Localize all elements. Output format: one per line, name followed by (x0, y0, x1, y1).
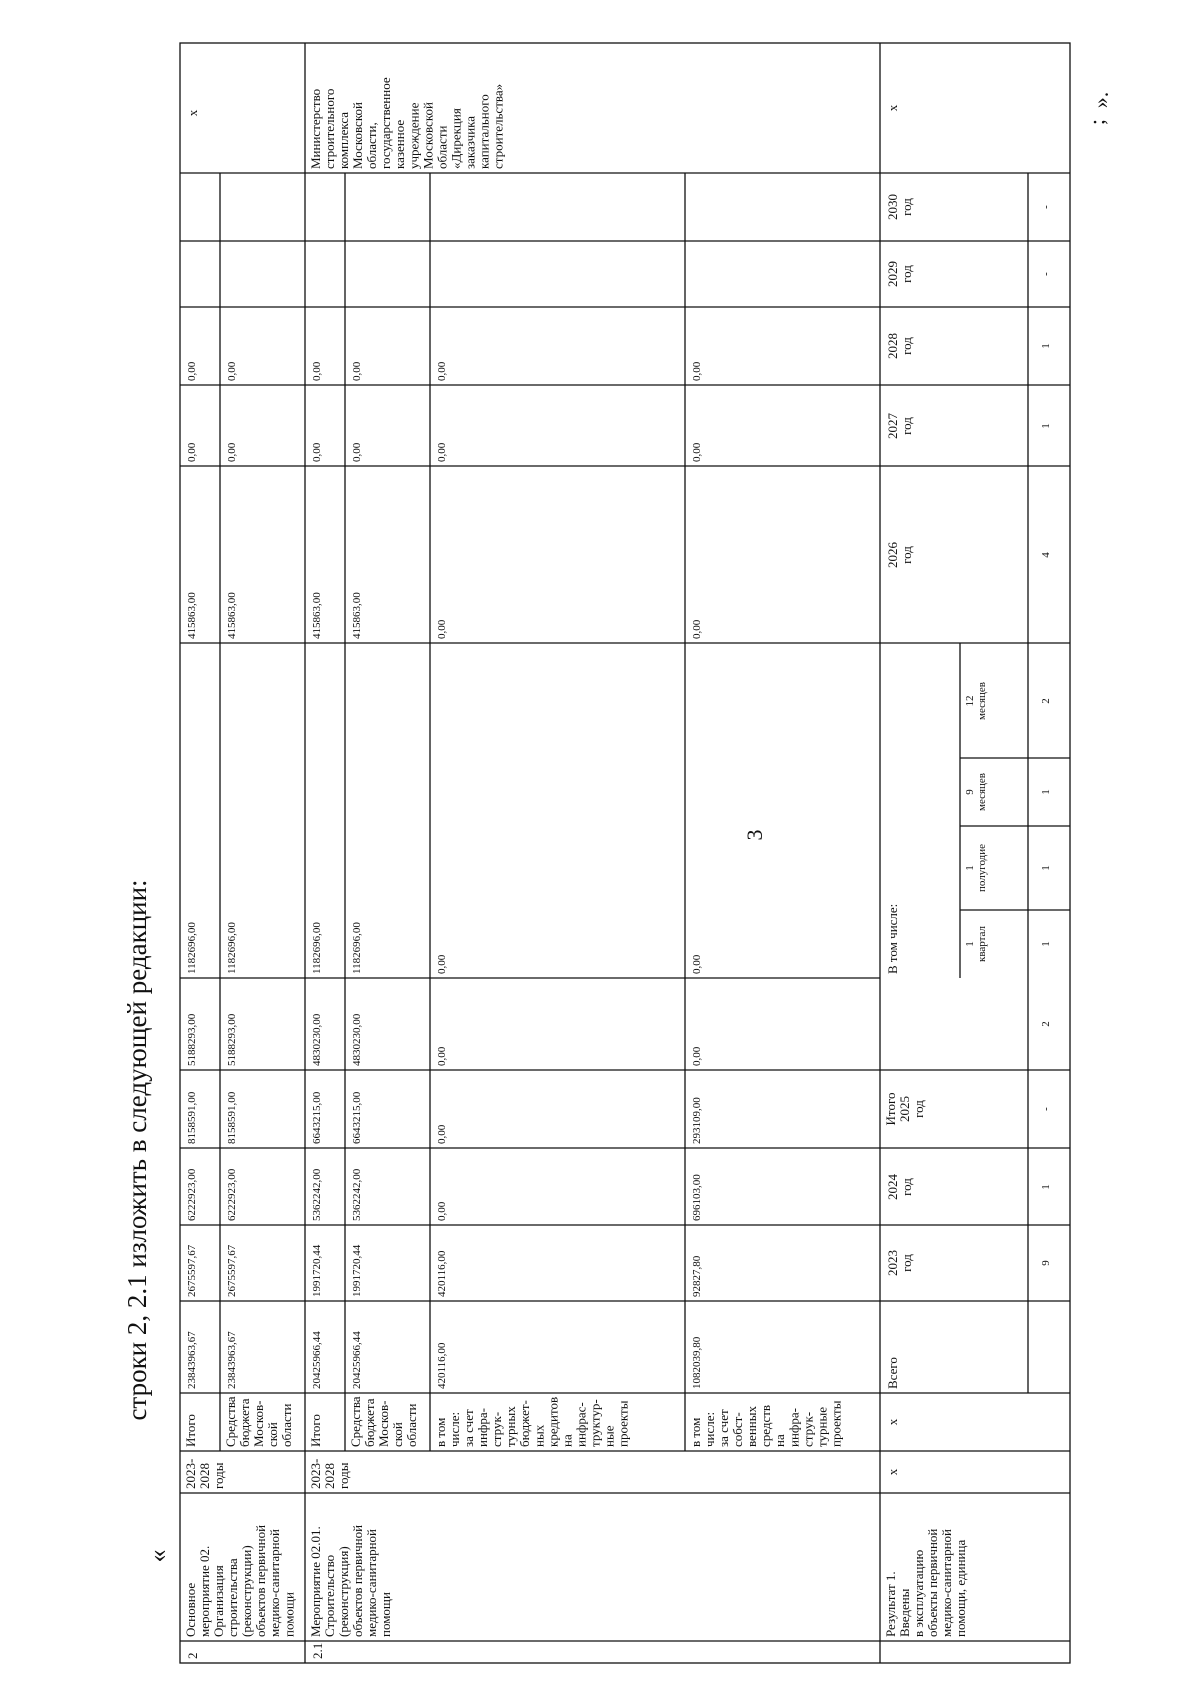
row-2-value: 5188293,00 (186, 1013, 198, 1066)
row-2-1-value: 0,00 (436, 1046, 448, 1066)
heading-text: строки 2, 2.1 изложить в следующей редакции: (122, 879, 153, 1421)
result-value: - (1040, 205, 1052, 209)
header-2024: 2024год (885, 1174, 915, 1200)
row-2-1-value: 1991720,44 (351, 1244, 363, 1297)
row-2-value: 23843963,67 (186, 1331, 198, 1389)
row-2-1-value: 0,00 (436, 954, 448, 974)
header-2026: 2026год (885, 542, 915, 568)
row-2-value: 23843963,67 (226, 1331, 238, 1389)
row-2-1-value: 0,00 (436, 619, 448, 639)
semicolon-text: ; (1084, 118, 1110, 126)
result-value: 2 (1040, 1021, 1052, 1027)
row-2-1-value: 696103,00 (691, 1174, 703, 1221)
row-2-value: 6222923,00 (226, 1168, 238, 1221)
row-2-value: 2675597,67 (186, 1244, 198, 1297)
row-2-1-value: 4830230,00 (311, 1013, 323, 1066)
row-2-value: 8158591,00 (186, 1091, 198, 1144)
row-2-1-value: 0,00 (351, 361, 363, 381)
row-2-1-value: 5362242,00 (311, 1168, 323, 1221)
page-number (742, 830, 767, 841)
row-2-1-value: 0,00 (436, 361, 448, 381)
row-2-source: СредствабюджетаМосков-скойобласти (223, 1396, 295, 1447)
row-2-1-value: 415863,00 (351, 592, 363, 639)
result-executor: x (885, 104, 900, 112)
row-2-1-value: 6643215,00 (351, 1091, 363, 1144)
row-2-1-value: 1182696,00 (311, 922, 323, 974)
header-q1: 1квартал (964, 925, 988, 963)
table-text (183, 77, 1052, 1659)
heading-block (122, 879, 152, 1420)
result-value: 1 (1040, 941, 1052, 947)
row-2-value: 415863,00 (186, 592, 198, 639)
result-value: 4 (1040, 552, 1052, 558)
row-2-1-value: 92827,80 (691, 1255, 703, 1297)
row-2-1-source: в томчисле:за счетсобст-венныхсредствнаинфра-струк-турныепроекты (688, 1400, 844, 1447)
row-2-1-value: 0,00 (436, 442, 448, 462)
row-2-1-source: СредствабюджетаМосков-скойобласти (348, 1396, 420, 1447)
result-value: 1 (1040, 343, 1052, 349)
row-2-1-value: 0,00 (691, 619, 703, 639)
row-2-1-value: 415863,00 (311, 592, 323, 639)
row-2-1-value: 20425966,44 (311, 1331, 323, 1389)
row-2-1-value: 420116,00 (436, 1250, 448, 1297)
row-2-1-value: 0,00 (311, 442, 323, 462)
row-2-name: Основноемероприятие 02.Организациястроительства(реконструкции)объектов первичноймедико-санитарнойпомощи (183, 1524, 297, 1637)
row-2-value: 2675597,67 (226, 1244, 238, 1297)
row-2-value: 1182696,00 (186, 922, 198, 974)
row-2-1-value: 0,00 (691, 361, 703, 381)
row-2-1-value: 420116,00 (436, 1342, 448, 1389)
result-source: x (885, 1418, 900, 1426)
page-number-text: 3 (742, 829, 768, 841)
header-2027: 2027год (885, 413, 915, 439)
row-2-1-value: 0,00 (691, 442, 703, 462)
row-2-1-value: 6643215,00 (311, 1091, 323, 1144)
row-2-value: 8158591,00 (226, 1091, 238, 1144)
row-2-1-value: 1082039,80 (691, 1336, 703, 1389)
result-value: 1 (1040, 865, 1052, 871)
row-2-value: 1182696,00 (226, 922, 238, 974)
row-2-value: 6222923,00 (186, 1168, 198, 1221)
header-total: Всего (885, 1357, 900, 1389)
row-2-1-name: Мероприятие 02.01.Строительство(реконструкция)объектов первичноймедико-санитарнойпомощи (308, 1524, 394, 1637)
row-2-1-value: 1182696,00 (351, 922, 363, 974)
row-2-1-number: 2.1 (310, 1642, 325, 1659)
row-2-value: 0,00 (186, 442, 198, 462)
row-2-value: 0,00 (186, 361, 198, 381)
row-2-1-value: 0,00 (691, 1046, 703, 1066)
row-2-1-value: 20425966,44 (351, 1331, 363, 1389)
close-mark (1084, 92, 1113, 125)
result-value: 2 (1040, 698, 1052, 704)
header-9-months: 9месяцев (964, 772, 988, 812)
row-2-value: 0,00 (226, 361, 238, 381)
row-2-1-value: 0,00 (436, 1124, 448, 1144)
row-2-source: Итого (183, 1414, 198, 1447)
open-quote (143, 1550, 172, 1563)
result-name: Результат 1.Введеныв эксплуатациюобъекты первичноймедико-санитарнойпомощи, единица (883, 1528, 969, 1637)
result-value: - (1040, 1107, 1052, 1111)
row-2-value: 5188293,00 (226, 1013, 238, 1066)
row-2-1-executor: МинистерствостроительногокомплексаМосковскойобласти,государственноеказенноеучреждениеМосковскойобласти«Дирекциязаказчикакапитальногостроительства» (308, 77, 506, 169)
row-2-1-value: 0,00 (436, 1201, 448, 1221)
row-2-1-value: 293109,00 (691, 1097, 703, 1144)
result-years: x (885, 1468, 900, 1476)
row-2-years: 2023-2028годы (183, 1458, 227, 1489)
result-value: 1 (1040, 789, 1052, 795)
row-2-1-value: 4830230,00 (351, 1013, 363, 1066)
header-2029: 2029год (885, 261, 915, 287)
row-2-1-value: 0,00 (691, 954, 703, 974)
header-h1: 1полугодие (964, 843, 988, 893)
open-quote-text: « (142, 1549, 172, 1563)
table-rotated (180, 43, 1070, 1663)
result-value: 1 (1040, 423, 1052, 429)
row-2-value: 0,00 (226, 442, 238, 462)
result-value: - (1040, 272, 1052, 276)
header-12-months: 12месяцев (964, 681, 988, 721)
header-2023: 2023год (885, 1250, 915, 1276)
row-2-1-value: 0,00 (351, 442, 363, 462)
result-value: 1 (1040, 1184, 1052, 1190)
header-in-that: В том числе: (885, 903, 900, 974)
row-2-1-value: 1991720,44 (311, 1244, 323, 1297)
result-value: 9 (1040, 1260, 1052, 1266)
header-2030: 2030год (885, 194, 915, 220)
row-2-1-source: Итого (308, 1414, 323, 1447)
header-itogo-2025: Итого2025год (883, 1092, 927, 1126)
row-2-value: 415863,00 (226, 592, 238, 639)
row-2-1-source: в томчисле:за счетинфра-струк-турныхбюджет-ныхкредитовнаинфрас-труктур-ныепроекты (433, 1396, 631, 1447)
row-2-1-value: 5362242,00 (351, 1168, 363, 1221)
close-quote-text: ». (1088, 91, 1114, 109)
row-2-number: 2 (185, 1652, 200, 1659)
row-2-1-years: 2023-2028годы (308, 1458, 352, 1489)
header-2028: 2028год (885, 333, 915, 359)
row-2-1-value: 0,00 (311, 361, 323, 381)
row-2-executor: x (185, 109, 200, 117)
